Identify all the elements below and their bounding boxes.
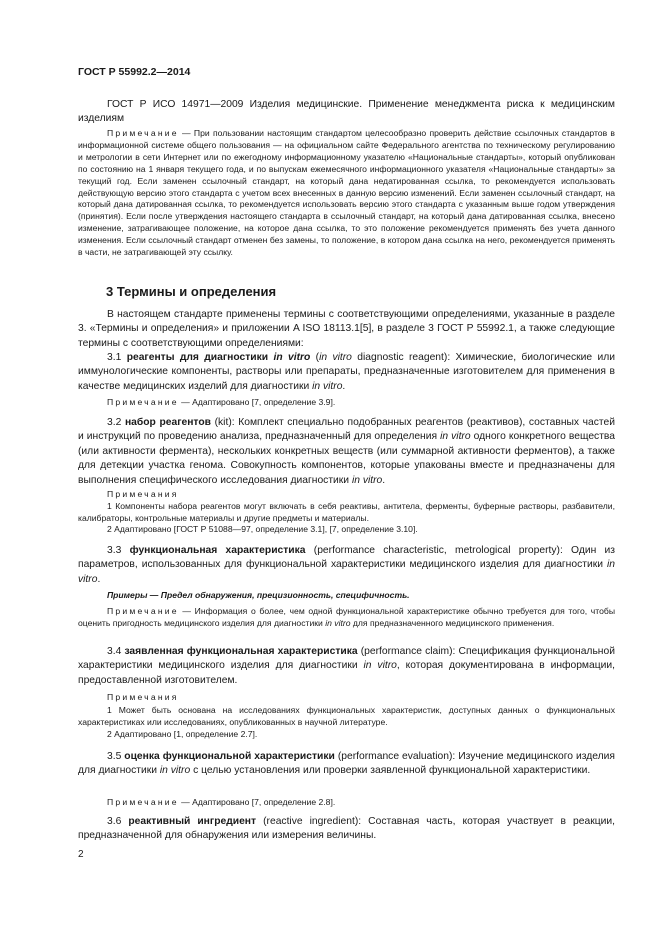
term-3-5: 3.5 оценка функциональной характеристики (performance evaluation): Изучение медицинского изделия для диагностики in vitro с целью установления или проверки заявленной функциональной характеристики. xyxy=(78,751,615,777)
term-3-5-note: Примечание — Адаптировано [7, определение 2.8]. xyxy=(107,797,336,807)
term-3-4-note-2: 2 Адаптировано [1, определение 2.7]. xyxy=(107,729,258,739)
term-3-2-note-1: 1 Компоненты набора реагентов могут включать в себя реактивы, антитела, ферменты, буферные растворы, разбавители, калибраторы, контрольные материалы и другие предметы и материалы. xyxy=(78,501,615,523)
term-name: реактивный ингредиент xyxy=(128,816,257,827)
term-3-2-note-2: 2 Адаптировано [ГОСТ Р 51088—97, определение 3.1], [7, определение 3.10]. xyxy=(107,524,418,534)
reference-note xyxy=(78,128,615,259)
term-3-4: 3.4 заявленная функциональная характеристика (performance claim): Спецификация функциональной характеристики медицинского изделия для диагностики in vitro, которая документирована в информации, предоставленной изготовителем. xyxy=(78,646,615,686)
term-3-3-note: Примечание — Информация о более, чем одной функциональной характеристике обычно требуется для того, чтобы оценить пригодность медицинского изделия для диагностики in vitro для предназначенного медицинского применения. xyxy=(78,606,615,628)
note-text: — При пользовании настоящим стандартом целесообразно проверить действие ссылочных стандартов в информационной системе общего пользования — на официальном сайте Федерального агентства по техническому регулированию и метрологии в сети Интернет или по ежегодному информационному указателю «Национальные стандарты», который опубликован по состоянию на 1 января текущего года, и по выпускам ежемесячного информационного указателя «Национальные стандарты» за текущий год. Если заменен ссылочный стандарт, на который дана недатированная ссылка, то рекомендуется использовать действующую версию этого стандарта с учетом всех внесенных в данную версию изменений. Если заменен ссылочный стандарт, на который дана датированная ссылка, то рекомендуется использовать версию этого стандарта с указанным выше годом утверждения (принятия). Если после утверждения настоящего стандарта в ссылочный стандарт, на который дана датированная ссылка, внесено изменение, затрагивающее положение, на которое дана ссылка, то это положение рекомендуется применять без учета данного изменения. Если ссылочный стандарт отменен без замены, то положение, в котором дана ссылка на него, рекомендуется применять в части, не затрагивающей эту ссылку. xyxy=(78,128,615,258)
term-3-1-note: Примечание — Адаптировано [7, определение 3.9]. xyxy=(107,397,336,407)
term-3-2: 3.2 набор реагентов (kit): Комплект специально подобранных реагентов (реактивов), составных частей и инструкций по проведению анализа, предназначенный для определения in vitro одного конкретного вещества (или активности фермента), нескольких конкретных веществ (или суммарной активности ферментов), а также для детекции участка генома. Совокупность компонентов, которые упакованы вместе и предназначены для выполнения специфического исследования диагностики in vitro. xyxy=(78,417,615,486)
term-name: оценка функциональной характеристики xyxy=(124,751,335,762)
page-number: 2 xyxy=(78,849,84,860)
term-3-2-notes-label: Примечания xyxy=(107,489,179,499)
section-title: 3 Термины и определения xyxy=(106,284,277,299)
term-name: набор реагентов xyxy=(124,417,211,428)
term-name: реагенты для диагностики in vitro xyxy=(126,352,311,363)
reference-entry: ГОСТ Р ИСО 14971—2009 Изделия медицинские. Применение менеджмента риска к медицинским изделиям xyxy=(78,99,615,125)
term-3-3: 3.3 функциональная характеристика (performance characteristic, metrological property): Один из параметров, использованных для функциональной характеристики медицинского изделия для диагностики in vitro. xyxy=(78,545,615,585)
term-3-3-examples: Примеры — Предел обнаружения, прецизионность, специфичность. xyxy=(107,590,410,600)
section-intro: В настоящем стандарте применены термины с соответствующими определениями, указанные в разделе 3. «Термины и определения» и приложении A ISO 18113.1[5], в разделе 3 ГОСТ Р 55992.1, а также следующие термины с соответствующими определениями: xyxy=(78,309,615,349)
term-3-4-note-1: 1 Может быть основана на исследованиях функциональных характеристик, доступных данных о функциональных характеристиках или исследованиях, опубликованных в научной литературе. xyxy=(78,705,615,727)
term-3-4-notes-label: Примечания xyxy=(107,692,179,702)
document-header: ГОСТ Р 55992.2—2014 xyxy=(78,66,191,78)
term-number: 3.1 xyxy=(107,352,122,363)
note-label: Примечание xyxy=(107,128,179,138)
term-name: функциональная характеристика xyxy=(129,545,306,556)
term-name: заявленная функциональная характеристика xyxy=(124,646,358,657)
term-3-6: 3.6 реактивный ингредиент (reactive ingredient): Составная часть, которая участвует в реакции, предназначенной для обнаружения или измерения величины. xyxy=(78,816,615,842)
term-3-1: 3.1 реагенты для диагностики in vitro (in vitro diagnostic reagent): Химические, биологические или иммунологические компоненты, растворы или препараты, предназначенные изготовителем для применения в качестве медицинских изделий для диагностики in vitro. xyxy=(78,352,615,392)
